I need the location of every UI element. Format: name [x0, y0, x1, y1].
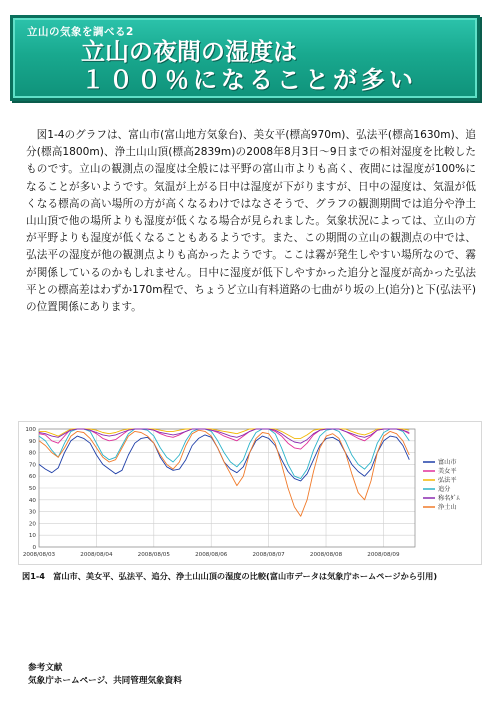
y-tick-label: 60: [28, 474, 36, 481]
body-text: [26, 127, 476, 316]
humidity-chart: [18, 421, 482, 565]
y-tick-label: 70: [28, 462, 36, 469]
legend-label: 追分: [438, 486, 451, 494]
x-tick-label: 2008/08/09: [367, 552, 400, 558]
legend-label: 美女平: [438, 468, 457, 476]
series-line: [39, 430, 409, 516]
y-tick-label: 30: [28, 509, 36, 516]
y-tick-label: 0: [32, 545, 36, 551]
x-tick-label: 2008/08/03: [22, 552, 56, 558]
legend-label: 富山市: [438, 459, 457, 467]
references-heading: 参考文献: [28, 663, 63, 673]
references: [28, 662, 182, 688]
x-tick-label: 2008/08/04: [80, 552, 113, 558]
y-tick-label: 90: [28, 438, 36, 445]
title-line-2: １００％になることが多い: [81, 66, 417, 94]
x-tick-label: 2008/08/07: [252, 552, 285, 558]
legend-label: 浄土山: [438, 504, 457, 512]
figure-caption: 図1-4 富山市、美女平、弘法平、追分、浄土山山頂の湿度の比較(富山市データは気象庁ホームページから引用): [22, 571, 438, 581]
y-tick-label: 50: [28, 486, 36, 492]
references-text: 気象庁ホームページ、共同管理気象資料: [28, 676, 182, 686]
y-tick-label: 100: [25, 427, 36, 433]
x-tick-label: 2008/08/08: [309, 552, 343, 558]
y-tick-label: 10: [28, 533, 36, 540]
legend-label: 弘法平: [438, 477, 457, 485]
x-tick-label: 2008/08/06: [195, 552, 228, 558]
legend-label: 称名ﾀﾞﾑ: [438, 495, 460, 503]
y-tick-label: 40: [28, 497, 36, 504]
page-title: [81, 38, 473, 94]
x-tick-label: 2008/08/05: [137, 552, 170, 558]
series-title: 立山の気象を調べる2: [27, 26, 134, 38]
y-tick-label: 80: [28, 450, 36, 457]
title-line-1: 立山の夜間の湿度は: [81, 38, 297, 66]
title-banner: [10, 15, 480, 101]
chart-svg: [19, 422, 481, 564]
body-paragraph: 図1-4のグラフは、富山市(富山地方気象台)、美女平(標高970m)、弘法平(標高1630m)、追分(標高1800m)、浄土山山頂(標高2839m)の2008年8月3日〜9日までの相対湿度を比較したものです。立山の観測点の湿度は全般には平野の富山市よりも高く、夜間には湿度が100%になることが多いようです。気温が上がる日中は湿度が下がりますが、日中の湿度は、気温が低くなる標高の高い場所の方が高くなるわけではなさそうで、グラフの観測期間では追分や浄土山山頂で他の場所よりも湿度が低くなる場合が見られました。気象状況によっては、立山の方が平野よりも湿度が低くなることもあるようです。また、この期間の立山の観測点の中では、弘法平の湿度が他の観測点よりも高かったようです。ここは霧が発生しやすい場所なので、霧が関係しているのかもしれません。日中に湿度が低下しやすかった追分と湿度が高かった弘法平との標高差はわずか170m程で、ちょうど立山有料道路の七曲がり坂の上(追分)と下(弘法平)の位置関係にあります。: [26, 129, 476, 314]
y-tick-label: 20: [28, 521, 36, 528]
